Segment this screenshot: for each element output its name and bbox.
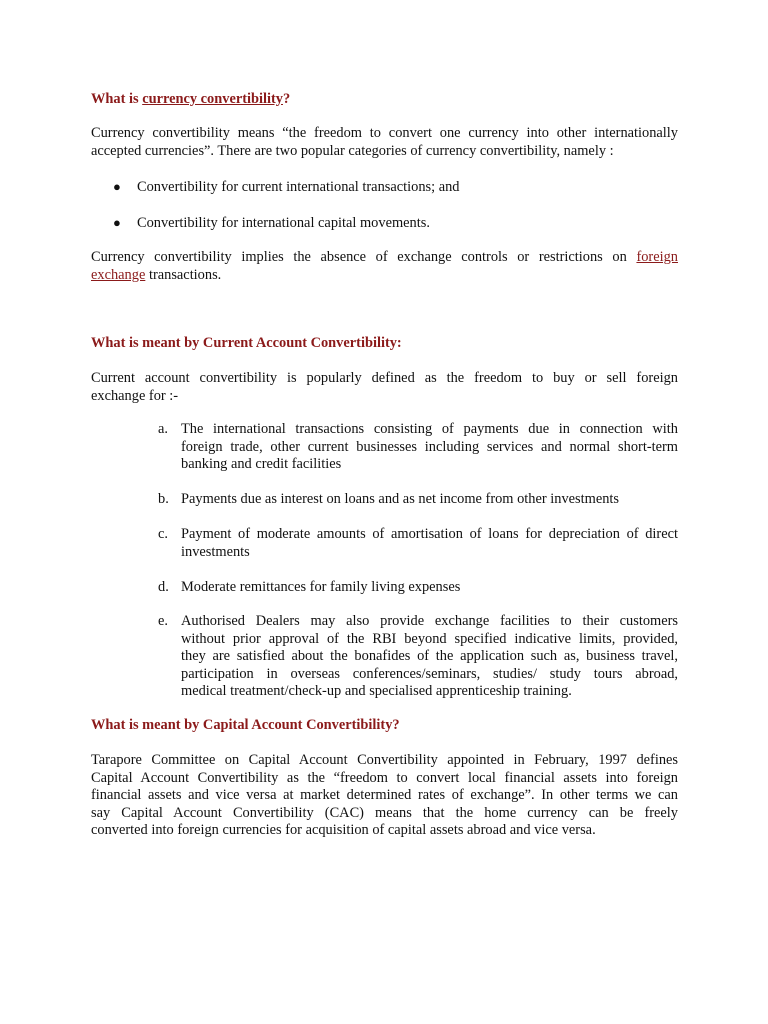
bullet-text: Convertibility for international capital movements. <box>137 215 430 231</box>
heading-suffix: ? <box>283 91 291 107</box>
list-item-body <box>181 491 678 509</box>
current-account-intro <box>91 370 678 405</box>
cac-line: Tarapore Committee on Capital Account Convertibility appointed in February, 1997 defines <box>91 752 678 768</box>
list-item-body <box>181 579 678 597</box>
list-line: they are satisfied about the bonafides of the application such as, business travel, <box>181 648 678 664</box>
foreign-exchange-link-cont[interactable]: exchange <box>91 266 146 283</box>
foreign-exchange-link[interactable]: foreign <box>636 249 678 265</box>
currency-convertibility-link[interactable]: currency convertibility <box>142 91 283 107</box>
intro-line-2: exchange for :- <box>91 387 179 404</box>
cac-line: converted into foreign currencies for acquisition of capital assets abroad and vice versa. <box>91 822 596 838</box>
list-marker: d. <box>158 579 169 595</box>
list-line: banking and credit facilities <box>181 456 342 472</box>
list-line <box>181 631 678 649</box>
heading-prefix: What is <box>91 91 143 107</box>
list-item-body <box>181 421 678 474</box>
heading-current-account: What is meant by Current Account Convertibility: <box>91 335 402 351</box>
list-line-text: beyond specified indicative limits, provided, <box>396 630 678 647</box>
cac-line: say Capital Account Convertibility (CAC) means that the home currency can be freely <box>91 804 678 821</box>
bullet-text: Convertibility for current international transactions; and <box>137 179 460 195</box>
absence-text: Currency convertibility implies the absence of exchange controls or restrictions on <box>91 249 637 265</box>
definition-paragraph <box>91 125 678 160</box>
bullet-item <box>113 214 673 233</box>
list-line-text: without prior approval of the <box>181 630 373 647</box>
list-line: Payment of moderate amounts of amortisation of loans for depreciation of direct <box>181 526 678 542</box>
intro-line-1: Current account convertibility is popularly defined as the freedom to buy or sell foreign <box>91 370 678 386</box>
bullet-dot-icon: ● <box>113 179 121 194</box>
list-line: investments <box>181 543 250 560</box>
list-item-a <box>158 421 678 474</box>
bullet-dot-icon: ● <box>113 215 121 230</box>
list-item-c <box>158 526 678 562</box>
list-item-b <box>158 491 678 509</box>
heading-currency-convertibility <box>91 91 691 109</box>
capital-account-paragraph <box>91 752 678 840</box>
list-marker: c. <box>158 526 168 542</box>
definition-line-1: Currency convertibility means “the freedom to convert one currency into other internationally <box>91 125 678 141</box>
bullet-item <box>113 178 673 197</box>
definition-line-2: accepted currencies”. There are two popular categories of currency convertibility, namely : <box>91 142 614 159</box>
list-line: Payments due as interest on loans and as net income from other investments <box>181 491 620 507</box>
absence-paragraph <box>91 249 678 284</box>
list-line: medical treatment/check-up and specialised apprenticeship training. <box>181 683 572 699</box>
list-line: Moderate remittances for family living expenses <box>181 579 461 595</box>
list-marker: a. <box>158 421 168 437</box>
rbi-link[interactable]: RBI <box>372 630 397 647</box>
list-line: The international transactions consisting of payments due in connection with <box>181 421 678 437</box>
heading-capital-account: What is meant by Capital Account Convertibility? <box>91 717 400 733</box>
absence-suffix: transactions. <box>145 266 222 283</box>
list-line: participation in overseas conferences/seminars, studies/ study tours abroad, <box>181 665 678 682</box>
list-line: Authorised Dealers may also provide exchange facilities to their customers <box>181 613 678 629</box>
cac-line: Capital Account Convertibility as the “freedom to convert local financial assets into foreign <box>91 769 678 786</box>
list-item-e <box>158 613 678 701</box>
cac-line: financial assets and vice versa at market determined rates of exchange”. In other terms we can <box>91 787 678 803</box>
list-item-d <box>158 579 678 597</box>
list-item-body <box>181 526 678 561</box>
list-item-body <box>181 613 678 701</box>
absence-line-2 <box>91 267 678 285</box>
absence-line-1 <box>91 249 678 267</box>
list-marker: b. <box>158 491 169 507</box>
list-line: foreign trade, other current businesses including services and normal short-term <box>181 438 678 455</box>
list-marker: e. <box>158 613 168 629</box>
